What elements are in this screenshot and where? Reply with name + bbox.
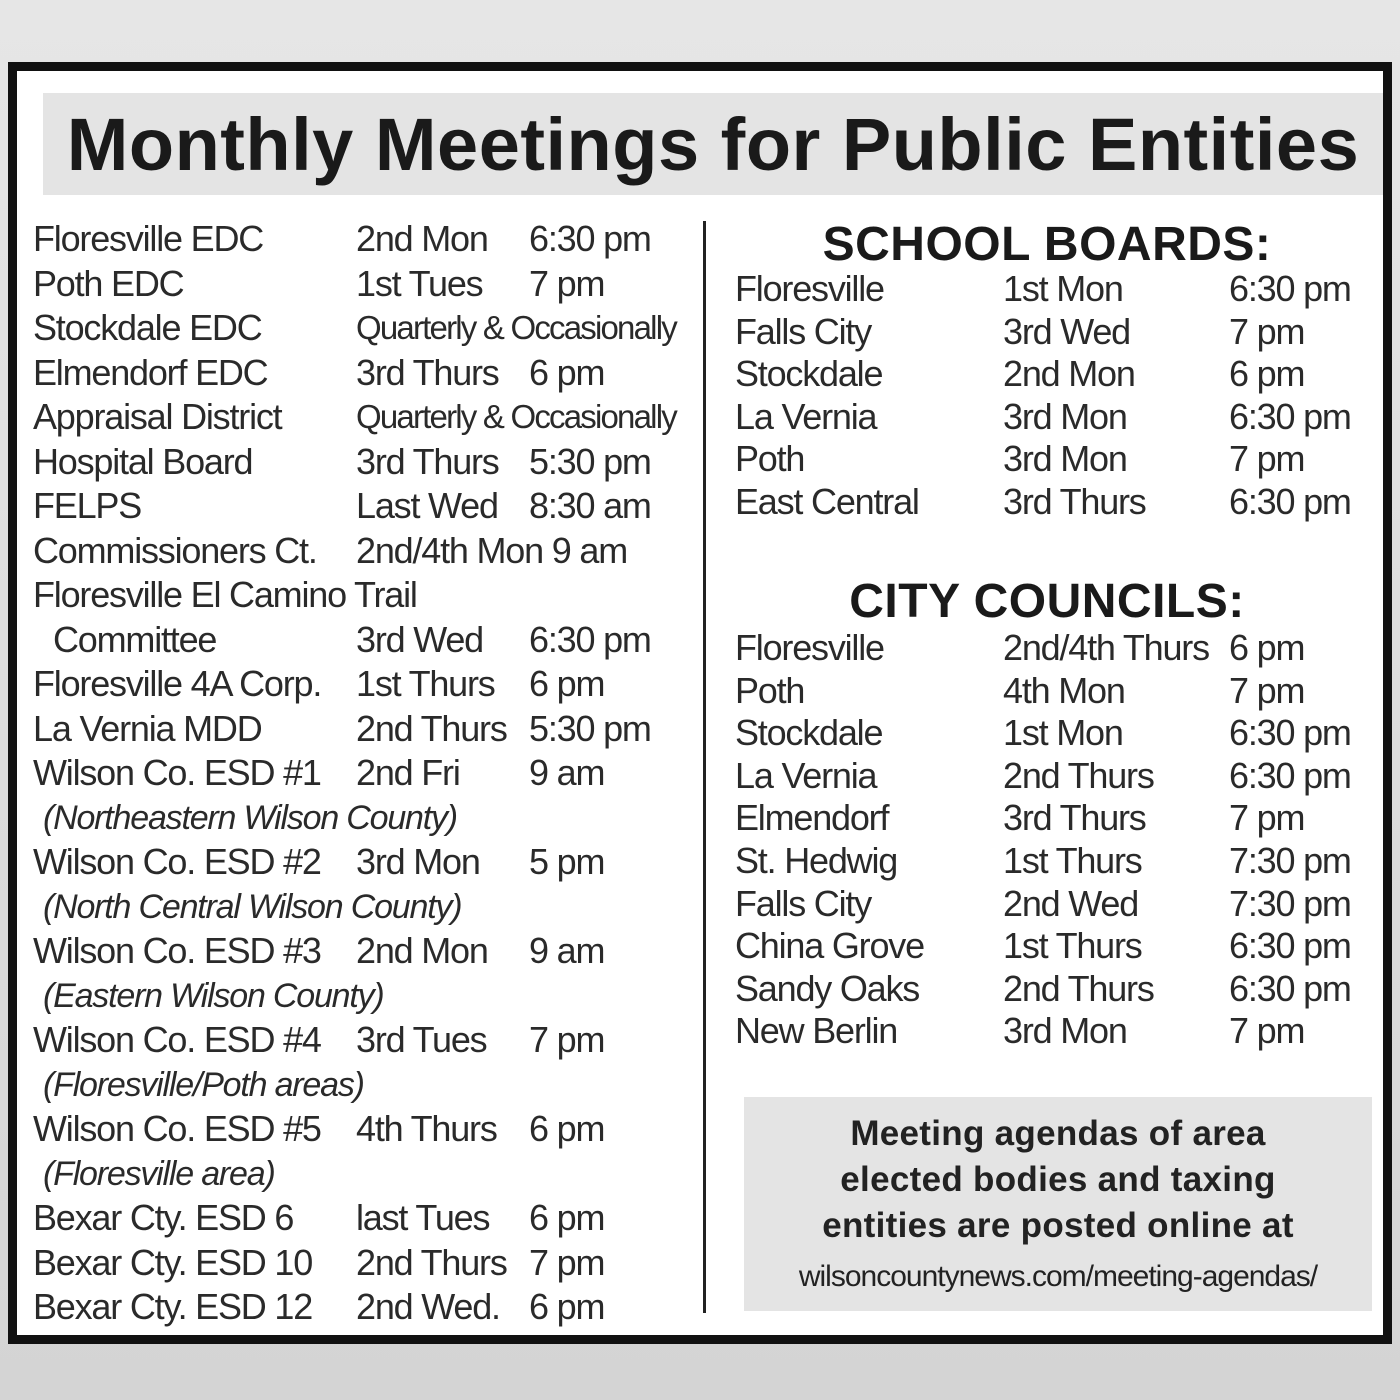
meeting-time: 6 pm [529, 1286, 605, 1327]
meeting-name: Elmendorf [735, 797, 889, 839]
meeting-row [33, 306, 693, 351]
meeting-day: 2nd Mon [356, 930, 488, 971]
meeting-name: St. Hedwig [735, 839, 898, 881]
meeting-day: 3rd Tues [356, 1019, 487, 1060]
meeting-time: 6 pm [1229, 627, 1305, 668]
area-note-text: (Eastern Wilson County) [43, 976, 384, 1015]
meeting-day: 1st Mon [1003, 268, 1123, 309]
meeting-time: 7 pm [529, 1241, 605, 1283]
area-note-text: (Floresville area) [43, 1154, 275, 1193]
meeting-name: Falls City [735, 882, 872, 924]
meeting-day: 2nd Mon [1003, 353, 1135, 395]
meeting-row [33, 1285, 693, 1330]
page-title: Monthly Meetings for Public Entities [66, 102, 1360, 186]
meeting-day: 1st Thurs [1003, 925, 1142, 967]
meeting-time: 6:30 pm [1229, 967, 1351, 1009]
meeting-row [735, 670, 1375, 713]
meeting-time: 6 pm [529, 351, 605, 393]
meeting-time: 5 pm [529, 841, 605, 882]
column-divider [703, 221, 706, 1313]
area-note-text: (Northeastern Wilson County) [43, 798, 457, 837]
meeting-name: Sandy Oaks [735, 967, 920, 1009]
agenda-notice [744, 1097, 1372, 1311]
meeting-row [735, 396, 1375, 439]
meeting-day: 3rd Thurs [1003, 797, 1146, 839]
meeting-time: 6 pm [529, 1197, 605, 1238]
meeting-day: 3rd Thurs [356, 351, 499, 393]
meeting-row [735, 353, 1375, 396]
meeting-name: Bexar Cty. ESD 12 [33, 1286, 313, 1327]
meeting-time: 6:30 pm [1229, 395, 1351, 437]
meeting-time: 7 pm [1229, 797, 1305, 839]
meeting-row [33, 395, 693, 440]
meeting-day: 3rd Thurs [356, 440, 499, 482]
meeting-time: 7 pm [529, 1019, 605, 1060]
meeting-row [735, 925, 1375, 968]
meeting-row [735, 755, 1375, 798]
meeting-row [735, 311, 1375, 354]
meeting-row [735, 840, 1375, 883]
meeting-row [33, 484, 693, 529]
meeting-name: China Grove [735, 925, 924, 967]
meeting-name: La Vernia MDD [33, 707, 262, 749]
meeting-name: La Vernia [735, 395, 877, 437]
meeting-name: Commissioners Ct. [33, 529, 317, 571]
meeting-row [735, 1010, 1375, 1053]
meeting-time: 7 pm [529, 262, 605, 304]
meeting-time: 6:30 pm [1229, 480, 1351, 522]
meeting-row [735, 968, 1375, 1011]
meeting-name: Wilson Co. ESD #5 [33, 1108, 321, 1149]
meeting-row [735, 268, 1375, 311]
meeting-row [33, 440, 693, 485]
meeting-name: FELPS [33, 485, 142, 526]
meeting-row [735, 712, 1375, 755]
meeting-name: New Berlin [735, 1010, 898, 1052]
meeting-row [33, 1018, 693, 1063]
meeting-time: 7 pm [1229, 1010, 1305, 1052]
meeting-day: 1st Thurs [356, 663, 495, 704]
meeting-name: La Vernia [735, 754, 877, 796]
meeting-row [33, 618, 693, 663]
meeting-row [33, 751, 693, 796]
meetings-notice-box [8, 62, 1392, 1344]
meeting-time: 6 pm [1229, 353, 1305, 395]
meeting-name: Stockdale EDC [33, 307, 262, 348]
meeting-time: 5:30 pm [529, 440, 651, 482]
meeting-row [735, 627, 1375, 670]
city-councils-list [735, 627, 1375, 1053]
meeting-day: 2nd/4th Thurs [1003, 627, 1209, 668]
agenda-line: elected bodies and taxing [840, 1160, 1276, 1199]
meeting-day: 3rd Mon [1003, 1010, 1127, 1052]
meeting-name: Floresville [735, 268, 884, 309]
area-note-text: (North Central Wilson County) [43, 887, 462, 926]
public-entities-list [33, 217, 693, 1330]
meeting-name: Wilson Co. ESD #3 [33, 930, 321, 971]
city-councils-heading: CITY COUNCILS: [849, 575, 1245, 628]
meeting-name: Wilson Co. ESD #1 [33, 752, 321, 793]
meeting-row [735, 438, 1375, 481]
meeting-name: Wilson Co. ESD #4 [33, 1019, 321, 1060]
meeting-time: 7:30 pm [1229, 882, 1351, 924]
meeting-time: 9 am [529, 752, 605, 793]
meeting-name: Wilson Co. ESD #2 [33, 841, 321, 882]
meeting-day: 3rd Mon [1003, 395, 1127, 437]
meeting-row [735, 883, 1375, 926]
area-note-text: (Floresville/Poth areas) [43, 1065, 364, 1104]
school-boards-list [735, 268, 1375, 524]
agenda-notice-text [744, 1111, 1372, 1249]
meeting-name: Hospital Board [33, 440, 253, 482]
meeting-time: 7 pm [1229, 669, 1305, 711]
area-note [33, 974, 693, 1019]
meeting-day: 2nd Thurs [356, 1241, 507, 1283]
meeting-name: Floresville El Camino Trail [33, 574, 417, 615]
meeting-day: Last Wed [356, 485, 498, 526]
area-note [33, 1152, 693, 1197]
meeting-day: 2nd Thurs [1003, 967, 1154, 1009]
meeting-row [33, 707, 693, 752]
meeting-row [33, 529, 693, 574]
meeting-name: Appraisal District [33, 396, 282, 437]
meeting-day: 2nd Thurs [1003, 754, 1154, 796]
title-band [43, 93, 1383, 195]
meeting-name: Bexar Cty. ESD 6 [33, 1197, 294, 1238]
meeting-day: Quarterly & Occasionally [356, 398, 676, 435]
meeting-time: 7:30 pm [1229, 839, 1351, 881]
meeting-row [33, 929, 693, 974]
meeting-day: 2nd Mon [356, 218, 488, 259]
meeting-row [33, 217, 693, 262]
meeting-row [33, 351, 693, 396]
meeting-day: 2nd Thurs [356, 707, 507, 749]
meeting-row [33, 1196, 693, 1241]
meeting-name: Floresville 4A Corp. [33, 663, 322, 704]
meeting-time: 8:30 am [529, 485, 651, 526]
meeting-name: Floresville [735, 627, 884, 668]
agenda-line: entities are posted online at [822, 1206, 1294, 1245]
meeting-name: Stockdale [735, 353, 883, 395]
meeting-time: 6:30 pm [1229, 268, 1351, 309]
meeting-time: 7 pm [1229, 438, 1305, 480]
meeting-day: 2nd Wed [1003, 882, 1139, 924]
meeting-time: 9 am [529, 930, 605, 971]
meeting-name: Committee [53, 618, 217, 660]
meeting-name: Poth [735, 438, 805, 480]
meeting-name: Falls City [735, 310, 872, 352]
area-note [33, 885, 693, 930]
meeting-time: 6:30 pm [1229, 925, 1351, 967]
meeting-day: 3rd Wed [356, 618, 484, 660]
meeting-time: 6:30 pm [1229, 754, 1351, 796]
meeting-name: Stockdale [735, 712, 883, 754]
meeting-day: 2nd Fri [356, 752, 460, 793]
meeting-day: 3rd Mon [356, 841, 480, 882]
meeting-time: 6 pm [529, 663, 605, 704]
meeting-day: 4th Thurs [356, 1108, 497, 1149]
meeting-day: last Tues [356, 1197, 490, 1238]
meeting-row [735, 481, 1375, 524]
meeting-day: 2nd Wed. [356, 1286, 500, 1327]
meeting-row [33, 262, 693, 307]
meeting-row [735, 797, 1375, 840]
meeting-time: 6 pm [529, 1108, 605, 1149]
meeting-day: 1st Tues [356, 262, 483, 304]
meeting-time: 5:30 pm [529, 707, 651, 749]
meeting-name: Floresville EDC [33, 218, 264, 259]
meeting-time: 6:30 pm [1229, 712, 1351, 754]
meeting-row [33, 1241, 693, 1286]
meeting-name: Poth [735, 669, 805, 711]
school-boards-heading: SCHOOL BOARDS: [822, 218, 1272, 271]
meeting-day: 2nd/4th Mon 9 am [356, 529, 627, 571]
meeting-time: 6:30 pm [529, 218, 651, 259]
agenda-line: Meeting agendas of area [850, 1114, 1266, 1153]
meeting-row [33, 573, 693, 618]
meeting-name: East Central [735, 480, 919, 522]
meeting-day: Quarterly & Occasionally [356, 309, 676, 346]
meeting-day: 1st Mon [1003, 712, 1123, 754]
area-note [33, 796, 693, 841]
meeting-row [33, 662, 693, 707]
meeting-time: 7 pm [1229, 310, 1305, 352]
meeting-row [33, 1107, 693, 1152]
meeting-day: 3rd Thurs [1003, 480, 1146, 522]
meeting-day: 4th Mon [1003, 669, 1125, 711]
meeting-row [33, 840, 693, 885]
area-note [33, 1063, 693, 1108]
agenda-url-link[interactable]: wilsoncountynews.com/meeting-agendas/ [798, 1260, 1318, 1293]
meeting-day: 3rd Mon [1003, 438, 1127, 480]
meeting-day: 1st Thurs [1003, 839, 1142, 881]
meeting-name: Bexar Cty. ESD 10 [33, 1241, 313, 1283]
meeting-name: Poth EDC [33, 262, 184, 304]
meeting-time: 6:30 pm [529, 618, 651, 660]
meeting-day: 3rd Wed [1003, 310, 1131, 352]
meeting-name: Elmendorf EDC [33, 351, 268, 393]
